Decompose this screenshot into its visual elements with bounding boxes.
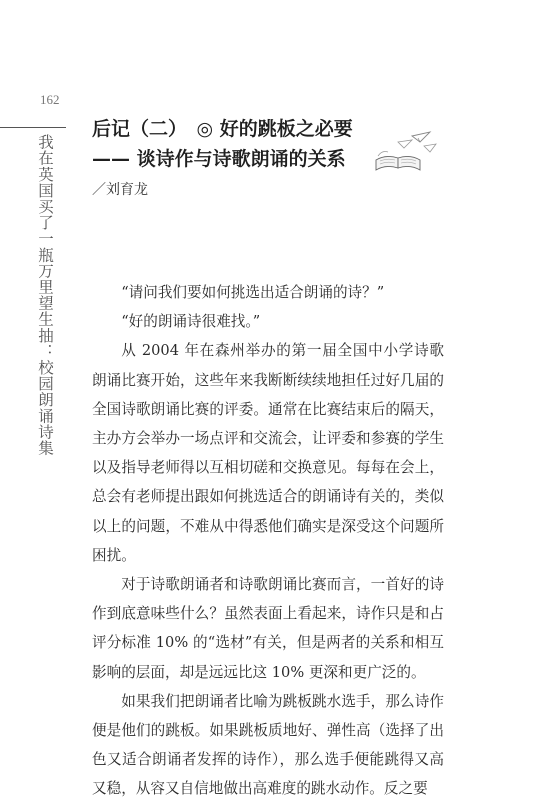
paragraph: 从 2004 年在森州举办的第一届全国中小学诗歌朗诵比赛开始，这些年来我断断续续地担任过好几届的全国诗歌朗诵比赛的评委。通常在比赛结束后的隔天，主办方会举办一场点评和交流会，让评委和参赛的学生以及指导老师得以互相切磋和交换意见。每每在会上，总会有老师提出跟如何挑选适合的朗诵诗有关的，类似以上的问题，不难从中得悉他们确实是深受这个问题所困扰。 [92, 342, 444, 564]
chapter-title-line1: 后记（二） ◎ 好的跳板之必要 [92, 118, 353, 140]
header-rule [0, 127, 66, 128]
chapter-heading [92, 114, 353, 174]
body-text [92, 278, 444, 804]
paragraph: “请问我们要如何挑选出适合朗诵的诗？” [121, 284, 385, 301]
paper-planes-book-icon [368, 130, 440, 172]
paragraph: 对于诗歌朗诵者和诗歌朗诵比赛而言，一首好的诗作到底意味些什么？虽然表面上看起来，诗作只是和占评分标准 10% 的“选材”有关，但是两者的关系和相互影响的层面，却是远远比这 10% 更深和更广泛的。 [92, 576, 444, 681]
chapter-title-line2: —— 谈诗作与诗歌朗诵的关系 [92, 148, 346, 170]
page-number: 162 [40, 92, 60, 107]
book-title-vertical: 我在英国买了一瓶万里望生抽：校园朗诵诗集 [36, 134, 54, 456]
paragraph: 如果我们把朗诵者比喻为跳板跳水选手，那么诗作便是他们的跳板。如果跳板质地好、弹性高（选择了出色又适合朗诵者发挥的诗作），那么选手便能跳得又高又稳，从容又自信地做出高难度的跳水动作。反之要 [92, 692, 444, 798]
author-byline: ／刘育龙 [92, 182, 148, 198]
paragraph: “好的朗诵诗很难找。” [121, 313, 261, 331]
